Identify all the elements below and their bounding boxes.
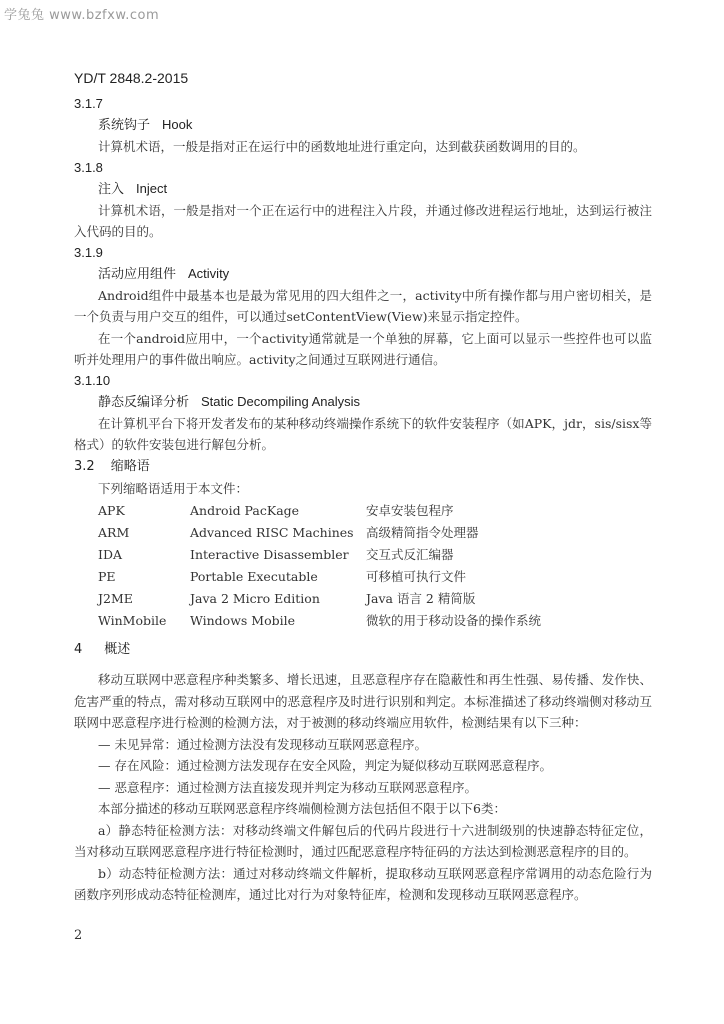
chinese-cell: 安卓安装包程序 (366, 503, 454, 518)
chinese-cell: 微软的用于移动设备的操作系统 (366, 613, 542, 628)
english-cell: Android PacKage (190, 502, 300, 518)
result-item-risk: — 存在风险：通过检测方法发现存在安全风险，判定为疑似移动互联网恶意程序。 (98, 758, 552, 773)
section-heading-overview (74, 639, 652, 661)
term-en: Inject (136, 180, 168, 196)
watermark: 学兔兔 www.bzfxw.com (4, 8, 160, 23)
abbr-cell: WinMobile (98, 612, 167, 628)
term-heading (74, 178, 652, 200)
definition-paragraph: 在计算机平台下将开发者发布的某种移动终端操作系统下的软件安装程序（如APK，jdr，sis/sisx等格式）的软件安装包进行解包分析。 (74, 415, 652, 452)
definition-paragraph: Android组件中最基本也是最为常见用的四大组件之一，activity中所有操作都与用户密切相关，是一个负责与用户交互的组件，可以通过setContentView(View)来显示指定控件。 (74, 287, 652, 324)
definition-paragraph: 计算机术语，一般是指对正在运行中的函数地址进行重定向，达到截获函数调用的目的。 (98, 139, 586, 154)
abbr-cell: PE (98, 568, 116, 584)
table-row (98, 499, 541, 521)
term-cn: 活动应用组件 (98, 266, 177, 282)
english-cell: Windows Mobile (190, 612, 296, 628)
definition-paragraph: 计算机术语，一般是指对一个正在运行中的进程注入片段，并通过修改进程运行地址，达到运行被注入代码的目的。 (74, 202, 652, 239)
term-heading (74, 391, 652, 413)
result-item-malicious: — 恶意程序：通过检测方法直接发现并判定为移动互联网恶意程序。 (98, 779, 477, 795)
term-cn: 系统钩子 (98, 118, 151, 133)
term-heading (74, 114, 652, 136)
clause-number: 3.1.7 (74, 96, 103, 111)
term-en: Hook (162, 117, 193, 132)
document-code: YD/T 2848.2-2015 (74, 70, 189, 86)
method-item-a: a）静态特征检测方法：对移动终端文件解包后的代码片段进行十六进制级别的快速静态特征定位，当对移动互联网恶意程序进行特征检测时，通过匹配恶意程序特征码的方法达到检测恶意程序的目的。 (74, 822, 652, 859)
overview-paragraph: 移动互联网中恶意程序种类繁多、增长迅速，且恶意程序存在隐蔽性和再生性强、易传播、发作快、危害严重的特点，需对移动互联网中的恶意程序及时进行识别和判定。本标准描述了移动终端侧对移动互联网中恶意程序进行检测的检测方法，对于被测的移动终端应用软件，检测结果有以下三种： (74, 672, 652, 730)
methods-intro: 本部分描述的移动互联网恶意程序终端侧检测方法包括但不限于以下6类： (98, 801, 506, 816)
definition-paragraph: 在一个android应用中，一个activity通常就是一个单独的屏幕，它上面可以显示一些控件也可以监听并处理用户的事件做出响应。activity之间通过互联网进行通信。 (74, 330, 652, 367)
table-row (98, 543, 541, 565)
term-heading (74, 263, 652, 285)
clause-number: 3.1.10 (74, 372, 111, 388)
table-row (98, 609, 541, 631)
section-title: 概述 (104, 642, 131, 657)
clause-number: 3.1.8 (74, 159, 103, 175)
term-en: Activity (188, 265, 230, 281)
english-cell: Advanced RISC Machines (190, 524, 354, 540)
abbr-cell: IDA (98, 546, 122, 562)
result-item-no-anomaly: — 未见异常：通过检测方法没有发现移动互联网恶意程序。 (98, 736, 427, 752)
section-heading-abbreviations (74, 456, 652, 478)
method-item-b: b）动态特征检测方法：通过对移动终端文件解析，提取移动互联网恶意程序常调用的动态危险行为函数序列形成动态特征检测库，通过比对行为对象特征库，检测和发现移动互联网恶意程序。 (74, 865, 652, 902)
page-number: 2 (74, 928, 83, 943)
chinese-cell: 高级精简指令处理器 (366, 525, 479, 540)
section-number: 3.2 (74, 458, 95, 474)
term-en: Static Decompiling Analysis (201, 393, 360, 409)
section-title: 缩略语 (110, 458, 150, 474)
chinese-cell: 交互式反汇编器 (366, 547, 454, 562)
table-row (98, 521, 541, 543)
abbr-cell: ARM (98, 524, 130, 540)
english-cell: Java 2 Micro Edition (190, 590, 320, 606)
table-row (98, 587, 541, 609)
clause-number: 3.1.9 (74, 244, 103, 260)
chinese-cell: 可移植可执行文件 (366, 569, 467, 584)
abbreviations-intro: 下列缩略语适用于本文件： (98, 480, 249, 496)
english-cell: Portable Executable (190, 568, 318, 584)
abbr-cell: APK (98, 502, 125, 518)
chinese-cell: Java 语言 2 精简版 (366, 591, 476, 606)
english-cell: Interactive Disassembler (190, 546, 349, 562)
term-cn: 注入 (98, 181, 125, 197)
term-cn: 静态反编译分析 (98, 394, 190, 410)
abbreviations-table (98, 499, 541, 631)
abbr-cell: J2ME (98, 590, 133, 606)
table-row (98, 565, 541, 587)
section-number: 4 (74, 642, 83, 657)
page-body (74, 94, 652, 906)
